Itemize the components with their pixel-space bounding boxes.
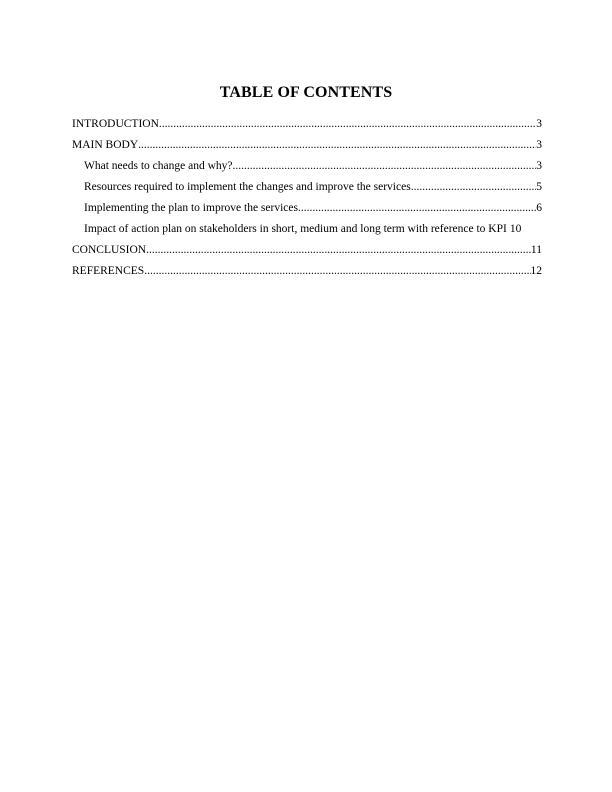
toc-entry-resources-required[interactable]	[72, 180, 542, 201]
toc-dot-leader	[298, 201, 536, 215]
toc-entry-label: Implementing the plan to improve the services	[84, 202, 298, 214]
toc-page-number: 3	[536, 139, 542, 151]
toc-dot-leader	[232, 159, 536, 173]
toc-entry-label: REFERENCES	[72, 265, 145, 277]
toc-dot-leader	[146, 243, 531, 257]
toc-page-number: 3	[536, 118, 542, 130]
toc-page-number: 3	[536, 160, 542, 172]
toc-dot-leader	[159, 117, 536, 131]
toc-page-number: 6	[536, 202, 542, 214]
toc-page-number: 10	[509, 223, 522, 235]
toc-entry-references[interactable]	[72, 264, 542, 285]
toc-entry-label: Impact of action plan on stakeholders in short, medium and long term with reference to KPI	[84, 223, 507, 235]
toc-dot-leader	[411, 180, 537, 194]
toc-entry-implementing-the-plan[interactable]	[72, 201, 542, 222]
toc-entry-label: Resources required to implement the changes and improve the services	[84, 181, 411, 193]
toc-entry-label: CONCLUSION	[72, 244, 147, 256]
toc-entry-label: MAIN BODY	[72, 139, 139, 151]
toc-dot-leader	[138, 138, 536, 152]
toc-page-number: 12	[530, 265, 542, 277]
toc-entry-introduction[interactable]	[72, 117, 542, 138]
toc-entry-conclusion[interactable]	[72, 243, 542, 264]
toc-dot-leader	[144, 264, 530, 278]
toc-list	[72, 117, 542, 285]
toc-entry-label: What needs to change and why?	[84, 160, 233, 172]
toc-page-number: 11	[530, 244, 542, 256]
toc-entry-main-body[interactable]	[72, 138, 542, 159]
toc-page-number: 5	[536, 181, 542, 193]
toc-entry-what-needs-to-change[interactable]	[72, 159, 542, 180]
toc-entry-label: INTRODUCTION	[72, 118, 159, 130]
toc-entry-impact-of-action-plan[interactable]	[72, 222, 542, 243]
toc-title: TABLE OF CONTENTS	[219, 84, 393, 101]
